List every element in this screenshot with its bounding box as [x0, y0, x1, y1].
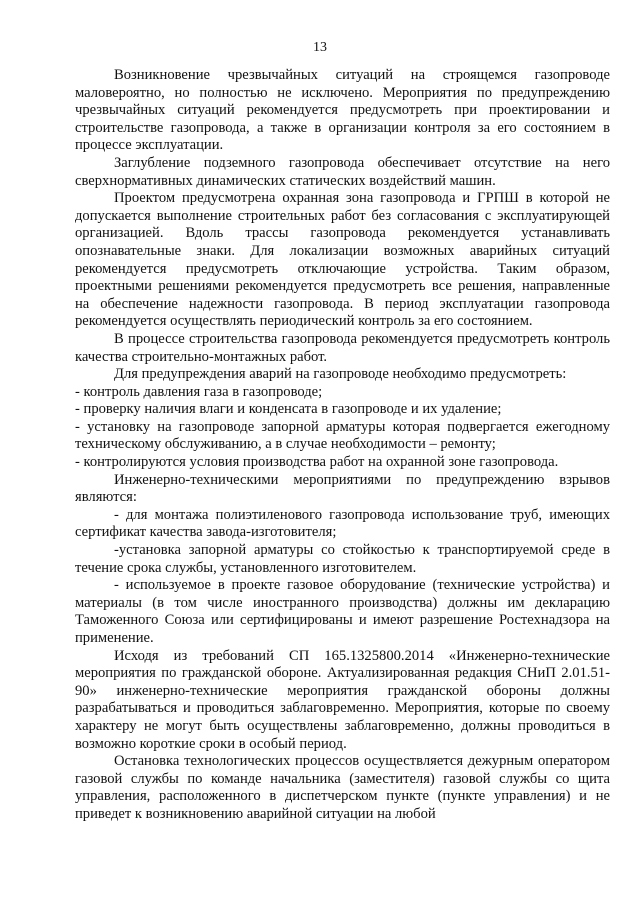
- list-item-valve-installation: -установка запорной арматуры со стойкостью к транспортируемой среде в течение срока службы, установленного изготовителем.: [75, 542, 610, 576]
- paragraph-emergency-situations: Возникновение чрезвычайных ситуаций на строящемся газопроводе маловероятно, но полностью не исключено. Мероприятия по предупреждению чрезвычайных ситуаций рекомендуется предусмотреть при проектировании и строительстве газопровода, а также в организации контроля за его состоянием в процессе эксплуатации.: [75, 67, 610, 154]
- paragraph-accident-prevention-intro: Для предупреждения аварий на газопроводе необходимо предусмотреть:: [114, 366, 567, 383]
- paragraph-process-shutdown: Остановка технологических процессов осуществляется дежурным оператором газовой службы по команде начальника (заместителя) газовой службы со щита управления, расположенного в диспетчерском пункте (пункте управления) и не приведет к возникновению аварийной ситуации на любой: [75, 753, 610, 822]
- paragraph-explosion-prevention-intro: Инженерно-техническими мероприятиями по предупреждению взрывов являются:: [75, 471, 610, 506]
- list-item-pressure-control: - контроль давления газа в газопроводе;: [75, 383, 323, 400]
- paragraph-construction-control: В процессе строительства газопровода рекомендуется предусмотреть контроль качества строительно-монтажных работ.: [75, 330, 610, 365]
- list-item-shutoff-valves: - установку на газопроводе запорной арматуры которая подвергается ежегодному техническому обслуживанию, а в случае необходимости – ремонту;: [75, 418, 610, 453]
- list-item-gas-equipment: - используемое в проекте газовое оборудование (технические устройства) и материалы (в том числе иностранного производства) должны им декларацию Таможенного Союза или сертифицированы и имеют разрешение Ростехнадзора на применение.: [75, 577, 610, 646]
- body-text: [75, 67, 610, 824]
- paragraph-civil-defense: Исходя из требований СП 165.1325800.2014 «Инженерно-технические мероприятия по гражданской обороне. Актуализированная редакция СНиП 2.01.51-90» инженерно-технические мероприятия гражданской обороны должны разрабатываться и проводиться заблаговременно. Мероприятия, которые по своему характеру не могут быть осуществлены заблаговременно, должны проводиться в возможно короткие сроки в особый период.: [75, 647, 610, 752]
- list-item-moisture-check: - проверку наличия влаги и конденсата в газопроводе и их удаление;: [75, 401, 502, 418]
- list-item-work-conditions: - контролируются условия производства работ на охранной зоне газопровода.: [75, 454, 559, 471]
- paragraph-protection-zone: Проектом предусмотрена охранная зона газопровода и ГРПШ в которой не допускается выполнение строительных работ без согласования с эксплуатирующей организацией. Вдоль трассы газопровода рекомендуется устанавливать опознавательные знаки. Для локализации возможных аварийных ситуаций рекомендуется предусмотреть отключающие устройства. Таким образом, проектными решениями рекомендуется предусмотреть все решения, направленные на обеспечение надежности газопровода. В период эксплуатации газопровода рекомендуется осуществлять периодический контроль за его состоянием.: [75, 190, 610, 330]
- page-number: 13: [313, 40, 327, 55]
- list-item-polyethylene-pipes: - для монтажа полиэтиленового газопровода использование труб, имеющих сертификат качества завода-изготовителя;: [75, 506, 610, 541]
- paragraph-pipeline-depth: Заглубление подземного газопровода обеспечивает отсутствие на него сверхнормативных динамических статических воздействий машин.: [75, 154, 610, 189]
